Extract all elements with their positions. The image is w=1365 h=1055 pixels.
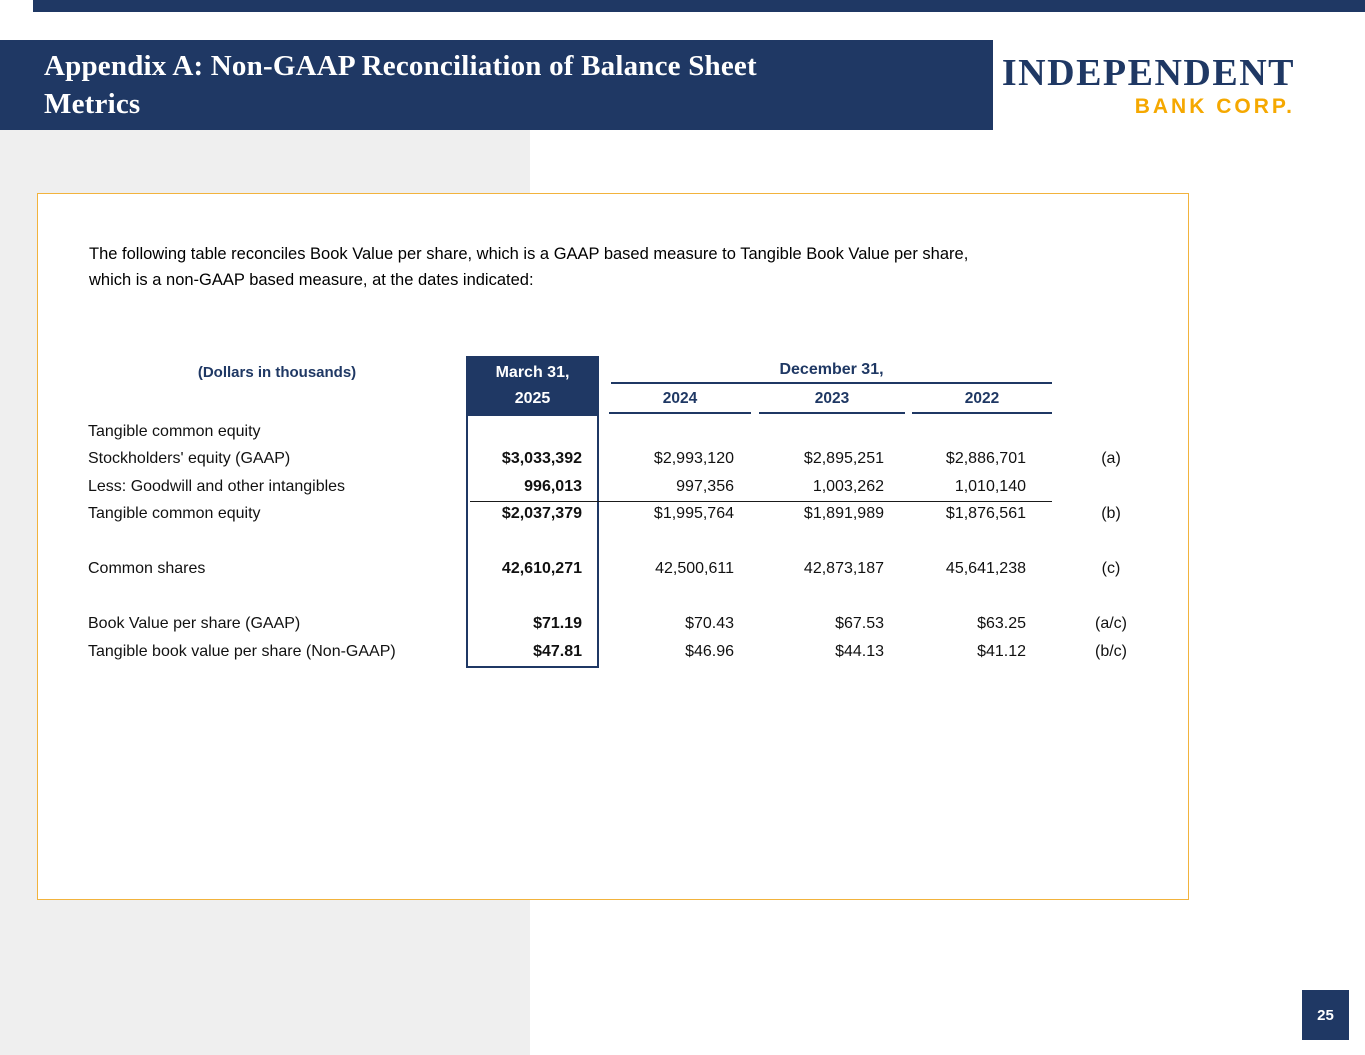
value-cell: 42,610,271: [501, 560, 582, 578]
value-cell: $47.81: [533, 642, 582, 660]
value-cell: 42,500,611: [655, 560, 734, 578]
current-period-line1: March 31,: [495, 364, 570, 381]
year-header-2023: 2023: [759, 390, 905, 414]
table-row: [88, 556, 1168, 584]
value-cell: 42,873,187: [803, 560, 884, 578]
intro-line1: The following table reconciles Book Value per share, which is a GAAP based measure to Tangible Book Value per share,: [89, 245, 969, 263]
row-label: Tangible book value per share (Non-GAAP): [88, 642, 396, 660]
reconciliation-table: [88, 418, 1168, 666]
value-cell: $2,895,251: [803, 450, 884, 468]
page-number-badge: 25: [1302, 990, 1349, 1040]
value-cell: 1,010,140: [954, 477, 1026, 495]
table-row: [88, 418, 1168, 446]
value-cell: $71.19: [533, 615, 582, 633]
value-cell: $70.43: [685, 615, 734, 633]
current-period-line2: 2025: [514, 390, 551, 407]
slide-header: [0, 40, 993, 130]
value-cell: $3,033,392: [501, 450, 582, 468]
table-row: [88, 473, 1168, 501]
december-group-header: December 31,: [611, 361, 1052, 384]
slide-title: [0, 47, 757, 123]
note-cell: (c): [1101, 560, 1121, 578]
value-cell: $2,037,379: [501, 505, 582, 523]
value-cell: $41.12: [977, 642, 1026, 660]
value-cell: $67.53: [835, 615, 884, 633]
subtotal-rule: [470, 501, 1052, 502]
value-cell: 45,641,238: [945, 560, 1026, 578]
table-row: [88, 446, 1168, 474]
row-label: Tangible common equity: [88, 505, 261, 523]
row-label: Less: Goodwill and other intangibles: [88, 477, 346, 495]
value-cell: $2,886,701: [945, 450, 1026, 468]
note-cell: (a/c): [1095, 615, 1127, 633]
row-label: Tangible common equity: [88, 422, 261, 440]
value-cell: 996,013: [524, 477, 582, 495]
value-cell: $46.96: [685, 642, 734, 660]
value-cell: $1,995,764: [653, 505, 734, 523]
year-header-2024: 2024: [609, 390, 751, 414]
value-cell: $63.25: [977, 615, 1026, 633]
top-accent-strip: [33, 0, 1365, 12]
company-logo: [1002, 52, 1295, 120]
current-period-header: [466, 356, 599, 416]
row-label: Stockholders' equity (GAAP): [88, 450, 291, 468]
year-header-2022: 2022: [912, 390, 1052, 414]
logo-subtext: BANK CORP.: [1134, 95, 1295, 118]
table-row: [88, 501, 1168, 529]
row-label: Book Value per share (GAAP): [88, 615, 301, 633]
value-cell: 997,356: [676, 477, 734, 495]
value-cell: $2,993,120: [653, 450, 734, 468]
value-cell: $44.13: [835, 642, 884, 660]
note-cell: (b): [1101, 505, 1121, 523]
value-cell: 1,003,262: [812, 477, 884, 495]
intro-line2: which is a non-GAAP based measure, at the dates indicated:: [89, 270, 534, 289]
logo-wordmark: INDEPENDENT: [1001, 52, 1295, 94]
note-cell: (a): [1101, 450, 1121, 468]
note-cell: (b/c): [1095, 642, 1127, 660]
value-cell: $1,891,989: [803, 505, 884, 523]
table-row: [88, 583, 1168, 611]
slide-title-line2: Metrics: [44, 88, 141, 120]
slide-title-line1: Appendix A: Non-GAAP Reconciliation of Balance Sheet: [44, 50, 757, 82]
intro-text: [89, 242, 1109, 293]
units-label: (Dollars in thousands): [197, 364, 357, 381]
table-row: [88, 638, 1168, 666]
content-panel: [37, 193, 1189, 900]
row-label: Common shares: [88, 560, 206, 578]
value-cell: $1,876,561: [945, 505, 1026, 523]
table-row: [88, 528, 1168, 556]
table-row: [88, 611, 1168, 639]
